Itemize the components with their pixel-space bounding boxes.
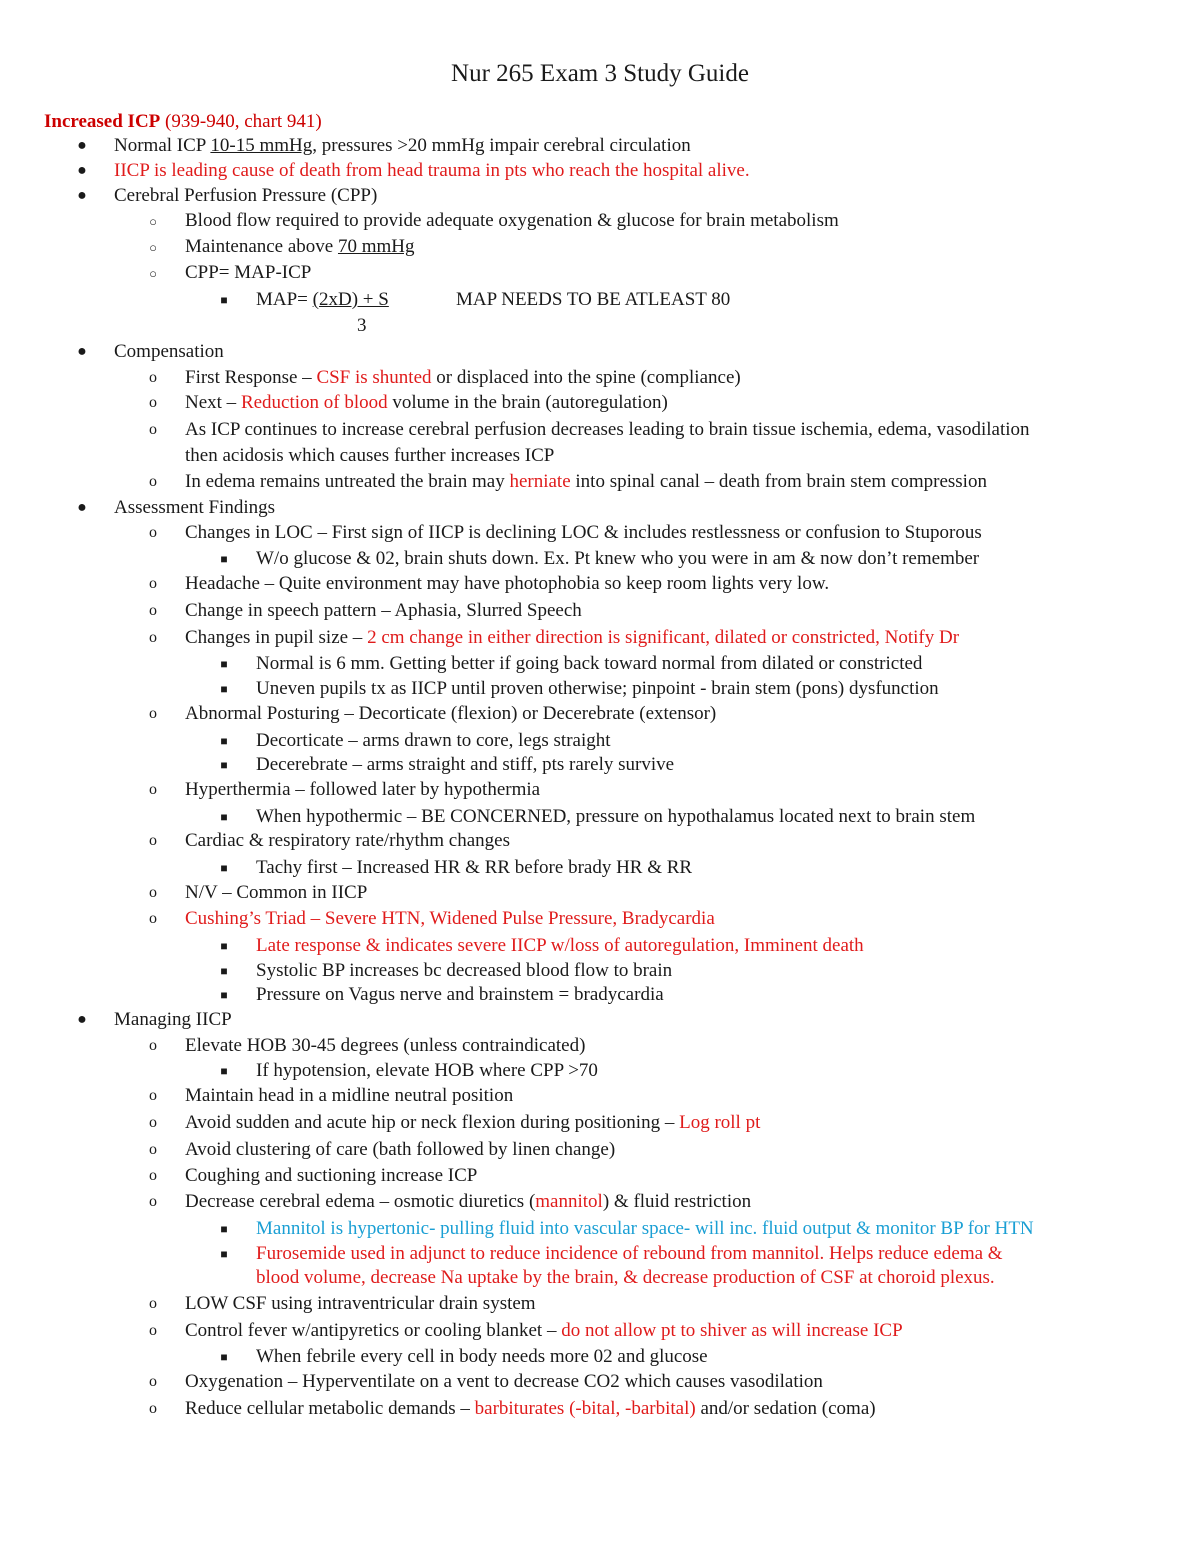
list-item: In edema remains untreated the brain may herniate into spinal canal – death from brain stem compression <box>185 471 987 492</box>
o-bullet-icon: o <box>149 575 157 592</box>
list-item: Headache – Quite environment may have photophobia so keep room lights very low. <box>185 573 830 594</box>
o-bullet-icon: o <box>149 1037 157 1054</box>
o-bullet-icon: o <box>149 832 157 849</box>
list-item: Normal is 6 mm. Getting better if going back toward normal from dilated or constricted <box>256 653 923 674</box>
list-item: Cerebral Perfusion Pressure (CPP) <box>114 185 378 206</box>
list-item: Next – Reduction of blood volume in the brain (autoregulation) <box>185 392 668 413</box>
o-bullet-icon: o <box>149 1141 157 1158</box>
square-bullet-icon: ■ <box>220 552 228 566</box>
formula-denominator: 3 <box>357 315 367 336</box>
list-item: Reduce cellular metabolic demands – barbiturates (-bital, -barbital) and/or sedation (coma) <box>185 1398 876 1419</box>
list-item: Oxygenation – Hyperventilate on a vent to decrease CO2 which causes vasodilation <box>185 1371 823 1392</box>
circle-bullet-icon: ○ <box>149 240 157 255</box>
bullet-icon: ● <box>77 1011 87 1028</box>
bullet-icon: ● <box>77 162 87 179</box>
o-bullet-icon: o <box>149 1087 157 1104</box>
o-bullet-icon: o <box>149 1400 157 1417</box>
list-item: Furosemide used in adjunct to reduce incidence of rebound from mannitol. Helps reduce edema & <box>256 1243 1003 1264</box>
list-item: When hypothermic – BE CONCERNED, pressure on hypothalamus located next to brain stem <box>256 806 976 827</box>
o-bullet-icon: o <box>149 884 157 901</box>
square-bullet-icon: ■ <box>220 657 228 671</box>
bullet-icon: ● <box>77 137 87 154</box>
list-item: Pressure on Vagus nerve and brainstem = bradycardia <box>256 984 664 1005</box>
list-item: Cushing’s Triad – Severe HTN, Widened Pulse Pressure, Bradycardia <box>185 908 715 929</box>
list-item: Systolic BP increases bc decreased blood flow to brain <box>256 960 673 981</box>
list-item: W/o glucose & 02, brain shuts down. Ex. Pt knew who you were in am & now don’t remember <box>256 548 980 569</box>
list-item: LOW CSF using intraventricular drain system <box>185 1293 536 1314</box>
list-item: Assessment Findings <box>114 497 275 518</box>
list-item: Mannitol is hypertonic- pulling fluid into vascular space- will inc. fluid output & monitor BP for HTN <box>256 1218 1034 1239</box>
page-title: Nur 265 Exam 3 Study Guide <box>451 60 749 87</box>
circle-bullet-icon: ○ <box>149 266 157 281</box>
square-bullet-icon: ■ <box>220 758 228 772</box>
square-bullet-icon: ■ <box>220 1350 228 1364</box>
list-item: Hyperthermia – followed later by hypothermia <box>185 779 541 800</box>
list-item: Elevate HOB 30-45 degrees (unless contraindicated) <box>185 1035 586 1056</box>
bullet-icon: ● <box>77 187 87 204</box>
o-bullet-icon: o <box>149 910 157 927</box>
list-item: MAP NEEDS TO BE ATLEAST 80 <box>456 289 731 310</box>
list-item-continued: blood volume, decrease Na uptake by the brain, & decrease production of CSF at choroid plexus. <box>256 1267 995 1288</box>
square-bullet-icon: ■ <box>220 734 228 748</box>
o-bullet-icon: o <box>149 629 157 646</box>
bullet-icon: ● <box>77 343 87 360</box>
square-bullet-icon: ■ <box>220 964 228 978</box>
square-bullet-icon: ■ <box>220 1064 228 1078</box>
list-item: N/V – Common in IICP <box>185 882 368 903</box>
o-bullet-icon: o <box>149 1295 157 1312</box>
list-item: IICP is leading cause of death from head trauma in pts who reach the hospital alive. <box>114 160 750 181</box>
list-item: Decerebrate – arms straight and stiff, pts rarely survive <box>256 754 675 775</box>
list-item-continued: then acidosis which causes further increases ICP <box>185 445 555 466</box>
list-item: CPP= MAP-ICP <box>185 262 312 283</box>
list-item: Compensation <box>114 341 224 362</box>
list-item: First Response – CSF is shunted or displaced into the spine (compliance) <box>185 367 741 388</box>
list-item: Blood flow required to provide adequate oxygenation & glucose for brain metabolism <box>185 210 839 231</box>
list-item: Normal ICP 10-15 mmHg, pressures >20 mmHg impair cerebral circulation <box>114 135 691 156</box>
circle-bullet-icon: ○ <box>149 214 157 229</box>
o-bullet-icon: o <box>149 421 157 438</box>
square-bullet-icon: ■ <box>220 293 228 307</box>
list-item: Managing IICP <box>114 1009 232 1030</box>
o-bullet-icon: o <box>149 473 157 490</box>
square-bullet-icon: ■ <box>220 988 228 1002</box>
o-bullet-icon: o <box>149 705 157 722</box>
o-bullet-icon: o <box>149 524 157 541</box>
list-item: MAP= (2xD) + S <box>256 289 389 310</box>
list-item: Uneven pupils tx as IICP until proven otherwise; pinpoint - brain stem (pons) dysfunction <box>256 678 939 699</box>
list-item: If hypotension, elevate HOB where CPP >70 <box>256 1060 598 1081</box>
bullet-icon: ● <box>77 499 87 516</box>
square-bullet-icon: ■ <box>220 1222 228 1236</box>
list-item: When febrile every cell in body needs more 02 and glucose <box>256 1346 708 1367</box>
list-item: Cardiac & respiratory rate/rhythm changes <box>185 830 510 851</box>
o-bullet-icon: o <box>149 1167 157 1184</box>
section-heading: Increased ICP (939-940, chart 941) <box>44 111 322 132</box>
list-item: Avoid sudden and acute hip or neck flexion during positioning – Log roll pt <box>185 1112 761 1133</box>
o-bullet-icon: o <box>149 781 157 798</box>
list-item: Control fever w/antipyretics or cooling blanket – do not allow pt to shiver as will increase ICP <box>185 1320 903 1341</box>
o-bullet-icon: o <box>149 1193 157 1210</box>
list-item: Abnormal Posturing – Decorticate (flexion) or Decerebrate (extensor) <box>185 703 717 724</box>
o-bullet-icon: o <box>149 1373 157 1390</box>
list-item: Changes in LOC – First sign of IICP is declining LOC & includes restlessness or confusion to Stuporous <box>185 522 982 543</box>
o-bullet-icon: o <box>149 394 157 411</box>
list-item: Coughing and suctioning increase ICP <box>185 1165 478 1186</box>
list-item: Tachy first – Increased HR & RR before brady HR & RR <box>256 857 693 878</box>
o-bullet-icon: o <box>149 1114 157 1131</box>
list-item: Decorticate – arms drawn to core, legs straight <box>256 730 611 751</box>
list-item: Maintain head in a midline neutral position <box>185 1085 514 1106</box>
o-bullet-icon: o <box>149 602 157 619</box>
o-bullet-icon: o <box>149 1322 157 1339</box>
list-item: Late response & indicates severe IICP w/loss of autoregulation, Imminent death <box>256 935 864 956</box>
list-item: Changes in pupil size – 2 cm change in either direction is significant, dilated or constricted, Notify Dr <box>185 627 960 648</box>
square-bullet-icon: ■ <box>220 939 228 953</box>
square-bullet-icon: ■ <box>220 861 228 875</box>
square-bullet-icon: ■ <box>220 810 228 824</box>
list-item: Change in speech pattern – Aphasia, Slurred Speech <box>185 600 582 621</box>
list-item: Avoid clustering of care (bath followed by linen change) <box>185 1139 616 1160</box>
o-bullet-icon: o <box>149 369 157 386</box>
square-bullet-icon: ■ <box>220 682 228 696</box>
list-item: Decrease cerebral edema – osmotic diuretics (mannitol) & fluid restriction <box>185 1191 752 1212</box>
list-item: As ICP continues to increase cerebral perfusion decreases leading to brain tissue ischemia, edema, vasodilation <box>185 419 1030 440</box>
list-item: Maintenance above 70 mmHg <box>185 236 415 257</box>
square-bullet-icon: ■ <box>220 1247 228 1261</box>
